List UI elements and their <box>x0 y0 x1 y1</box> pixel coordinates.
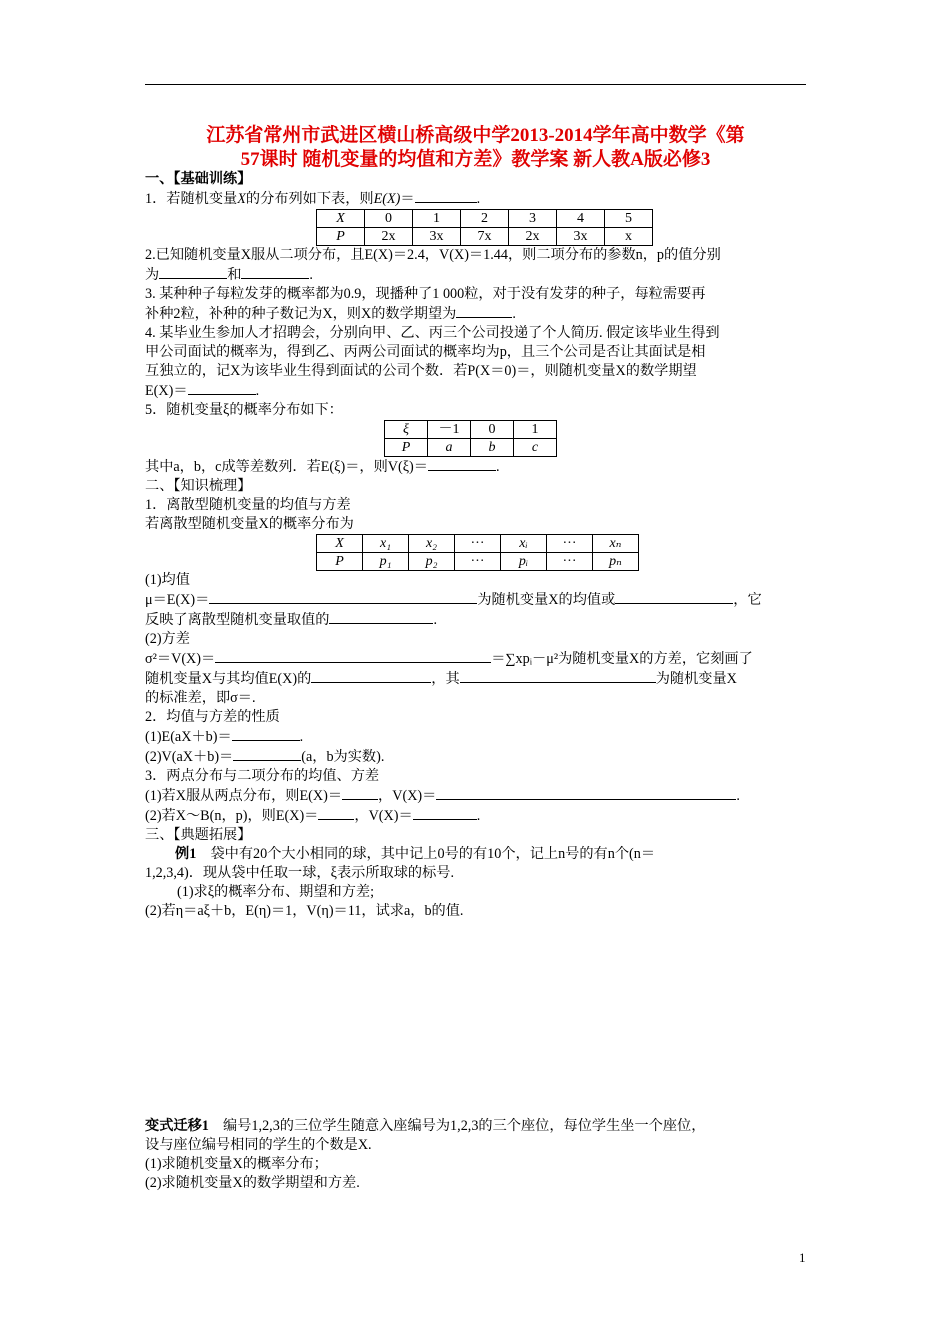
answer-blank[interactable] <box>241 265 309 279</box>
table-cell: 2x <box>509 228 557 246</box>
answer-blank[interactable] <box>329 610 433 624</box>
table-cell: pᵢ <box>501 553 547 571</box>
question-5: 5．随机变量ξ的概率分布如下： <box>145 402 343 418</box>
table-cell: ··· <box>455 535 501 553</box>
answer-blank[interactable] <box>456 304 512 318</box>
table-cell: x₂ <box>409 535 455 553</box>
question-4-line-4: E(X)＝ . <box>145 383 260 399</box>
table-cell: 2x <box>365 228 413 246</box>
title-line-2: 57课时 随机变量的均值和方差》教学案 新人教A版必修3 <box>240 149 711 170</box>
answer-blank[interactable] <box>460 669 656 683</box>
table-cell: 3x <box>557 228 605 246</box>
table-cell: x <box>605 228 653 246</box>
table-cell: 2 <box>461 210 509 228</box>
table-cell: b <box>471 439 514 457</box>
answer-blank[interactable] <box>615 590 733 604</box>
table-cell: P <box>385 439 428 457</box>
title-line-1: 江苏省常州市武进区横山桥高级中学2013-2014学年高中数学《第 <box>206 125 745 146</box>
table-cell: p₁ <box>363 553 409 571</box>
table-cell: 5 <box>605 210 653 228</box>
example-1-line-1: 例1 袋中有20个大小相同的球，其中记上0号的有10个，记上n号的有n个(n＝ <box>175 846 656 862</box>
answer-blank[interactable] <box>232 727 300 741</box>
table-cell: 7x <box>461 228 509 246</box>
question-2-line-2: 为 和 . <box>145 267 313 283</box>
table-cell: pₙ <box>593 553 639 571</box>
document-body <box>145 170 806 1193</box>
variance-description: 随机变量X与其均值E(X)的 ，其 为随机变量X <box>145 671 737 687</box>
standard-deviation: 的标准差，即σ＝. <box>145 690 256 706</box>
question-4-line-1: 4. 某毕业生参加人才招聘会，分别向甲、乙、丙三个公司投递了个人简历. 假定该毕业生得到 <box>145 325 720 341</box>
answer-blank[interactable] <box>311 669 431 683</box>
table-cell: a <box>428 439 471 457</box>
answer-blank[interactable] <box>413 806 477 820</box>
answer-blank[interactable] <box>428 457 496 471</box>
section-heading-examples: 三、【典题拓展】 <box>145 827 252 843</box>
variant-1-line-1: 变式迁移1 编号1,2,3的三位学生随意入座编号为1,2,3的三个座位，每位学生坐一个座位， <box>145 1118 706 1134</box>
property-1: (1)E(aX＋b)＝ . <box>145 729 304 745</box>
table-cell: P <box>317 553 363 571</box>
answer-space <box>145 921 806 1117</box>
variant-1-line-2: 设与座位编号相同的学生的个数是X. <box>145 1137 372 1153</box>
answer-blank[interactable] <box>159 265 227 279</box>
table-cell: P <box>317 228 365 246</box>
property-2: (2)V(aX＋b)＝ (a，b为实数). <box>145 749 385 765</box>
table-cell: 1 <box>413 210 461 228</box>
table-cell: X <box>317 210 365 228</box>
table-row <box>385 421 557 439</box>
table-cell: ··· <box>455 553 501 571</box>
answer-blank[interactable] <box>233 747 301 761</box>
question-1: 1．若随机变量X的分布列如下表，则E(X)＝ . <box>145 191 481 207</box>
table-cell: 1 <box>514 421 557 439</box>
table-cell: X <box>317 535 363 553</box>
mean-definition: μ＝E(X)＝ 为随机变量X的均值或 ，它 <box>145 592 762 608</box>
table-cell: p₂ <box>409 553 455 571</box>
table-cell: 3 <box>509 210 557 228</box>
table-row <box>317 228 653 246</box>
variance-heading: (2)方差 <box>145 631 190 647</box>
section-heading-basic-training: 一、【基础训练】 <box>145 171 252 187</box>
table-cell: 0 <box>471 421 514 439</box>
variant-1-question-1: (1)求随机变量X的概率分布； <box>145 1156 328 1172</box>
mean-heading: (1)均值 <box>145 572 190 588</box>
two-point-distribution: (1)若X服从两点分布，则E(X)＝ ，V(X)＝ . <box>145 788 740 804</box>
table-row <box>317 210 653 228</box>
distributions-heading: 3．两点分布与二项分布的均值、方差 <box>145 768 380 784</box>
answer-blank[interactable] <box>188 381 256 395</box>
table-row <box>317 535 639 553</box>
question-4-line-3: 互独立的，记X为该毕业生得到面试的公司个数．若P(X＝0)＝，则随机变量X的数学期望 <box>145 363 697 379</box>
answer-blank[interactable] <box>342 786 378 800</box>
table-cell: －1 <box>428 421 471 439</box>
answer-blank[interactable] <box>415 189 477 203</box>
question-3-line-1: 3. 某种种子每粒发芽的概率都为0.9，现播种了1 000粒，对于没有发芽的种子，每粒需要再 <box>145 286 706 302</box>
properties-heading: 2．均值与方差的性质 <box>145 709 280 725</box>
answer-blank[interactable] <box>318 806 354 820</box>
table-cell: 3x <box>413 228 461 246</box>
table-cell: xₙ <box>593 535 639 553</box>
question-5-condition: 其中a，b，c成等差数列．若E(ξ)＝，则V(ξ)＝ . <box>145 459 500 475</box>
answer-blank[interactable] <box>436 786 736 800</box>
answer-blank[interactable] <box>209 590 477 604</box>
table-cell: ξ <box>385 421 428 439</box>
example-1-question-2: (2)若η＝aξ＋b，E(η)＝1，V(η)＝11，试求a，b的值. <box>145 903 464 919</box>
section-heading-knowledge: 二、【知识梳理】 <box>145 478 252 494</box>
header-rule <box>145 84 806 85</box>
example-1-question-1: (1)求ξ的概率分布、期望和方差; <box>177 884 375 900</box>
mean-reflection: 反映了离散型随机变量取值的 . <box>145 612 437 628</box>
knowledge-point-1-desc: 若离散型随机变量X的概率分布为 <box>145 516 354 532</box>
table-cell: ··· <box>547 553 593 571</box>
question-4-line-2: 甲公司面试的概率为，得到乙、丙两公司面试的概率均为p，且三个公司是否让其面试是相 <box>145 344 706 360</box>
page-number: 1 <box>799 1250 806 1265</box>
table-cell: ··· <box>547 535 593 553</box>
question-3-line-2: 补种2粒，补种的种子数记为X，则X的数学期望为 . <box>145 306 516 322</box>
question-2-line-1: 2.已知随机变量X服从二项分布，且E(X)＝2.4，V(X)＝1.44，则二项分布的参数n，p的值分别 <box>145 247 721 263</box>
table-cell: c <box>514 439 557 457</box>
variant-1-question-2: (2)求随机变量X的数学期望和方差. <box>145 1175 360 1191</box>
table-cell: x₁ <box>363 535 409 553</box>
example-1-line-2: 1,2,3,4)．现从袋中任取一球，ξ表示所取球的标号. <box>145 865 454 881</box>
variance-definition: σ²＝V(X)＝ ＝∑xpᵢ－μ²为随机变量X的方差，它刻画了 <box>145 651 753 667</box>
binomial-distribution: (2)若X～B(n，p)，则E(X)＝ ，V(X)＝ . <box>145 808 481 824</box>
table-row <box>317 553 639 571</box>
distribution-table-2 <box>384 420 557 457</box>
table-cell: xᵢ <box>501 535 547 553</box>
knowledge-point-1: 1．离散型随机变量的均值与方差 <box>145 497 351 513</box>
table-row <box>385 439 557 457</box>
table-cell: 0 <box>365 210 413 228</box>
table-cell: 4 <box>557 210 605 228</box>
answer-blank[interactable] <box>215 649 491 663</box>
distribution-table-3 <box>316 534 639 571</box>
distribution-table-1 <box>316 209 653 246</box>
document-title <box>145 124 806 172</box>
